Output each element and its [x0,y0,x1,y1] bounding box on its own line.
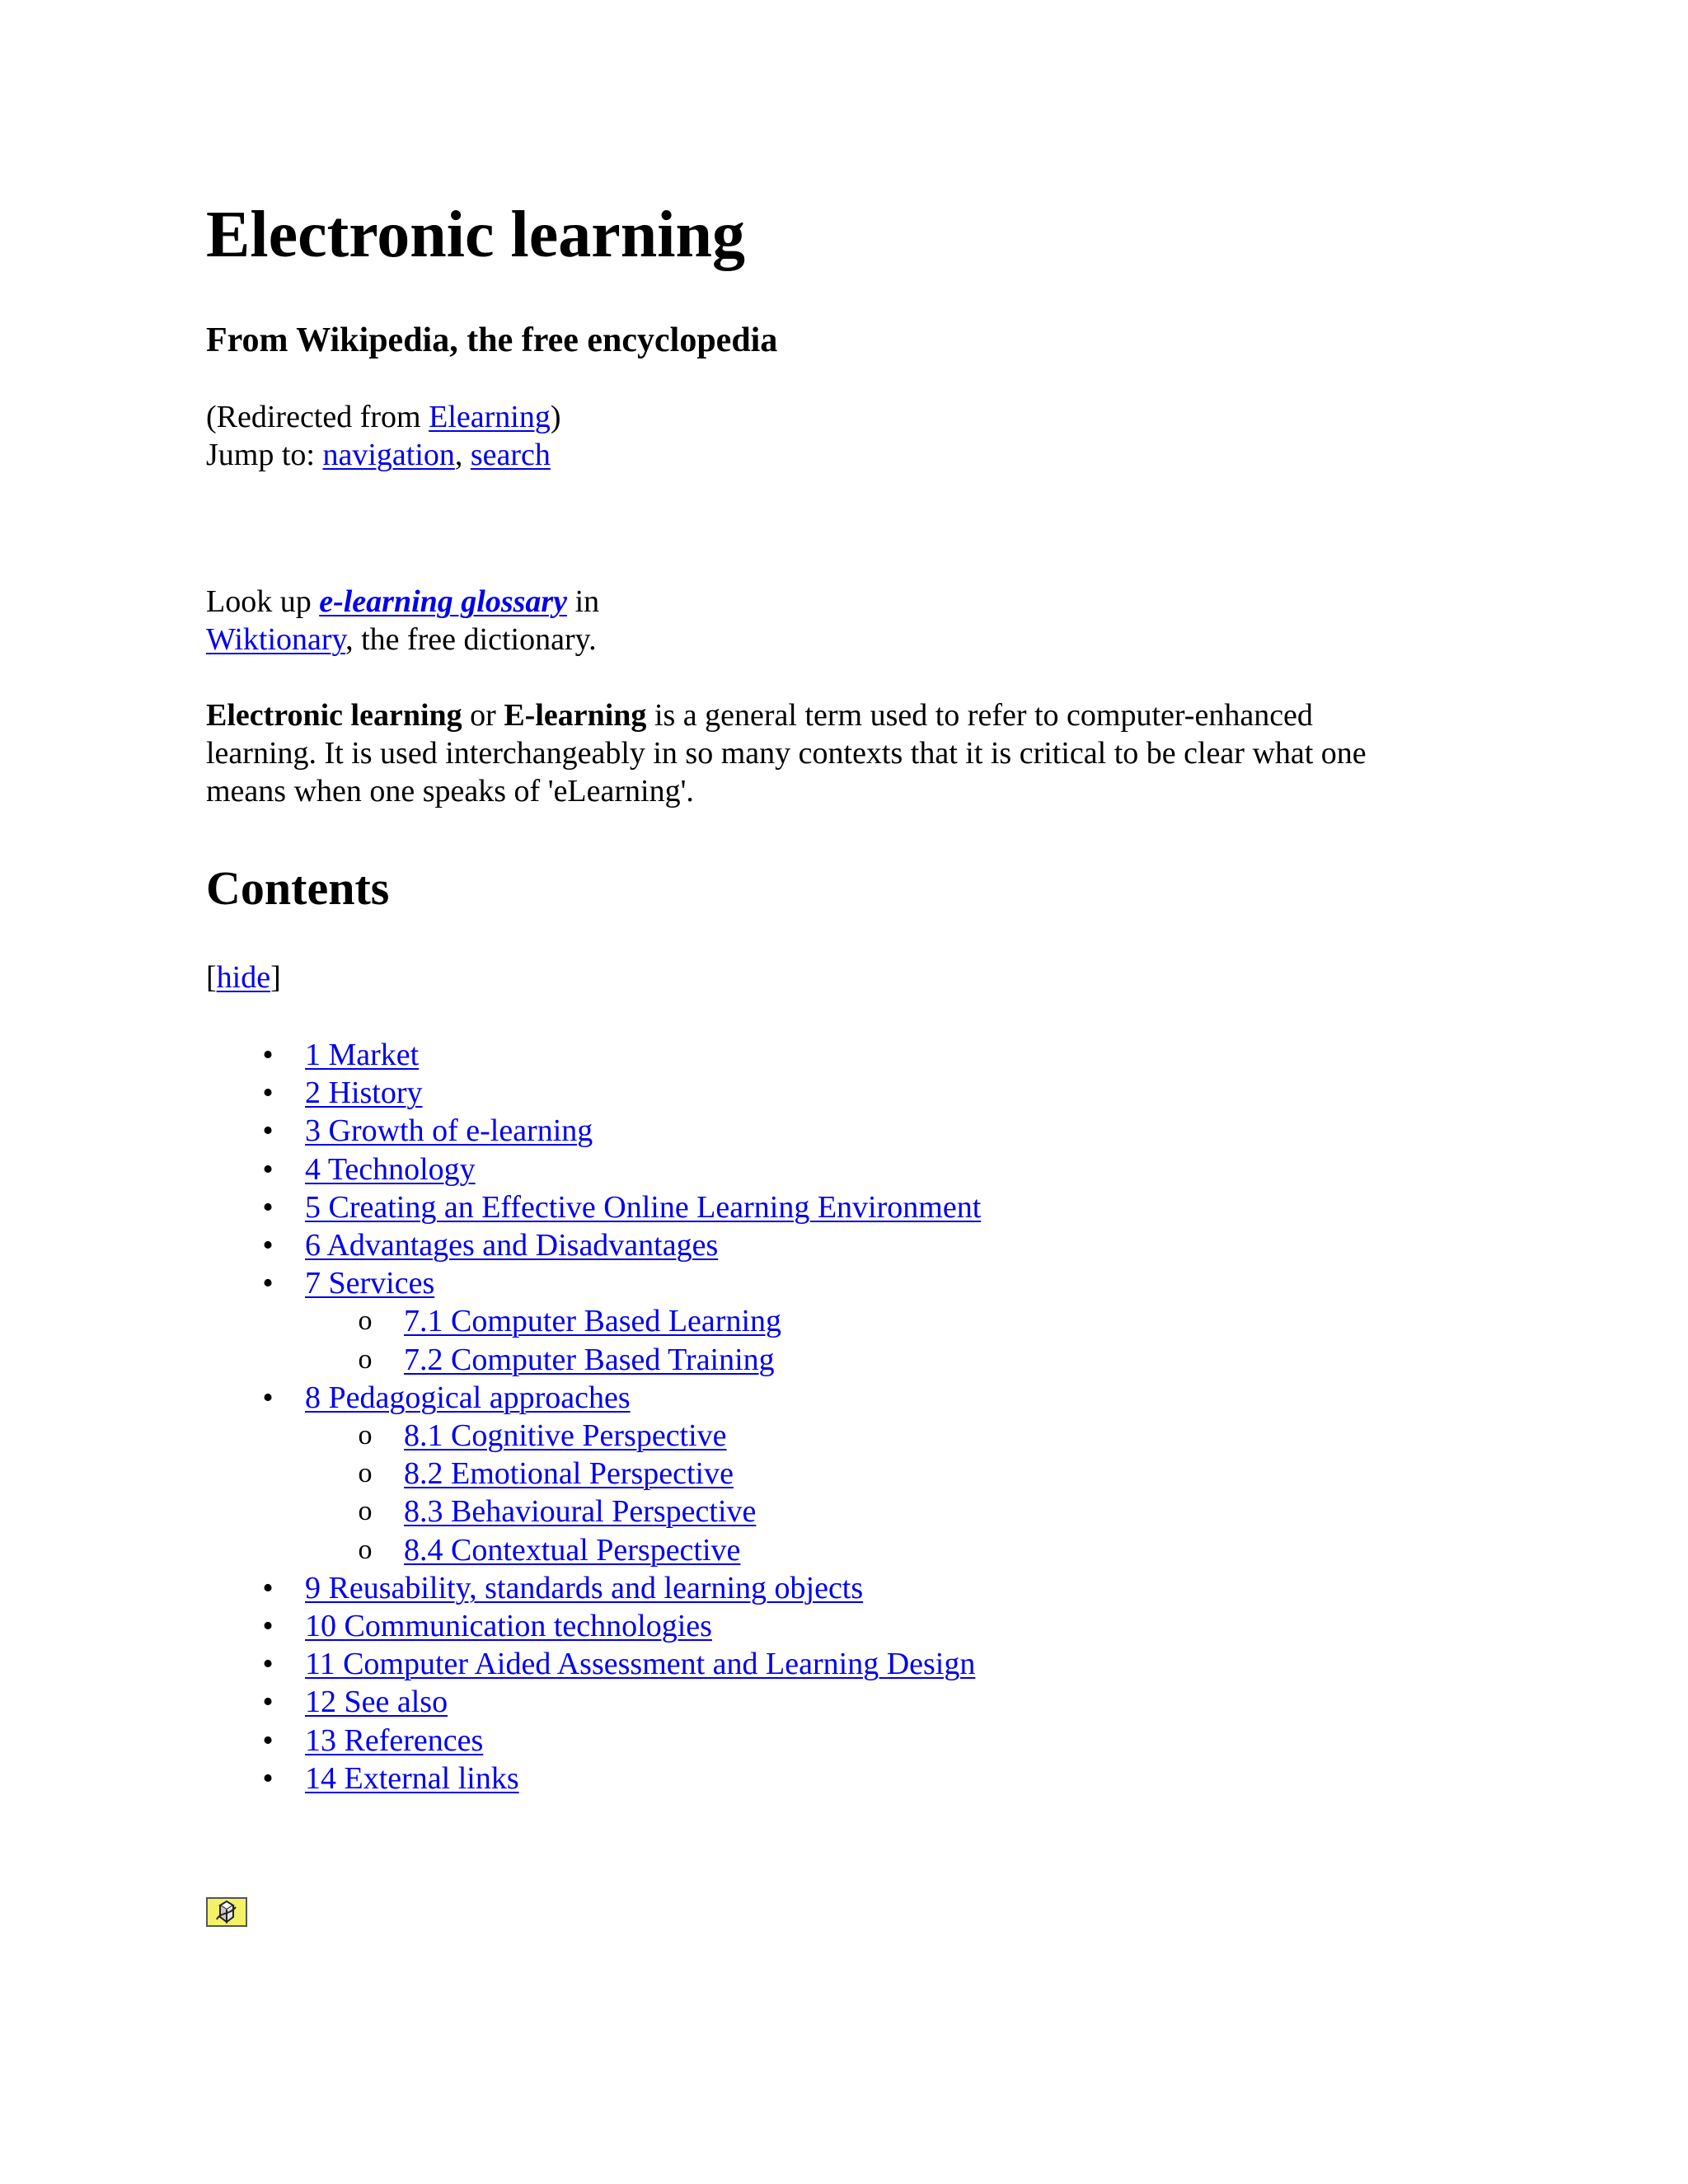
bullet-icon: • [262,1038,274,1072]
bullet-icon: • [262,1113,274,1149]
article-subtitle: From Wikipedia, the free encyclopedia [206,321,778,359]
bullet-icon: • [262,1380,274,1415]
sub-bullet-icon: o [358,1496,373,1527]
article-page [206,194,1492,1797]
jump-to-line [206,436,1492,474]
toc-link-computer-based-training[interactable]: 7.2 Computer Based Training [404,1342,775,1377]
plugin-placeholder-icon[interactable] [206,1897,247,1927]
toc-link-reusability[interactable]: 9 Reusability, standards and learning objects [305,1570,864,1605]
sub-bullet-icon: o [358,1305,373,1337]
toc-item [206,1264,1492,1302]
bullet-icon: • [262,1228,274,1263]
toc-item [206,1645,1492,1683]
sub-bullet-icon: o [358,1343,373,1375]
jump-search-link[interactable]: search [470,438,551,472]
article-title: Electronic learning [206,199,745,271]
bullet-icon: • [262,1570,274,1605]
hide-toc-link[interactable]: hide [216,960,271,995]
toc-link-growth[interactable]: 3 Growth of e-learning [305,1113,593,1149]
toc-subitem [206,1302,1492,1340]
toc-link-see-also[interactable]: 12 See also [305,1685,448,1720]
intro-text-or: or [462,698,504,733]
contents-heading: Contents [206,861,390,915]
jump-prefix: Jump to: [206,438,323,472]
bullet-icon: • [262,1151,274,1187]
intro-term-e-learning: E-learning [504,698,647,733]
toc-item [206,1683,1492,1721]
intro-paragraph [206,696,1393,810]
toc-link-market[interactable]: 1 Market [305,1038,420,1072]
toc-subitem [206,1341,1492,1379]
redirect-notice [206,398,1492,474]
toc-link-emotional-perspective[interactable]: 8.2 Emotional Perspective [404,1456,734,1492]
wiktionary-box [206,583,1492,658]
toggle-close-bracket: ] [270,960,281,995]
wiktionary-term: e-learning glossary [319,584,568,619]
sub-bullet-icon: o [358,1534,373,1565]
redirect-line [206,398,1492,436]
toc-item [206,1569,1492,1607]
bullet-icon: • [262,1647,274,1682]
toc-link-pedagogical-approaches[interactable]: 8 Pedagogical approaches [305,1380,631,1415]
jump-navigation-link[interactable]: navigation [322,438,455,472]
toc-link-computer-based-learning[interactable]: 7.1 Computer Based Learning [404,1304,782,1339]
wiktionary-suffix: , the free dictionary. [345,622,597,657]
toc-link-references[interactable]: 13 References [305,1722,484,1758]
bullet-icon: • [262,1266,274,1301]
toc-item [206,1607,1492,1645]
toc-item [206,1379,1492,1417]
bullet-icon: • [262,1760,274,1796]
intro-term-electronic-learning: Electronic learning [206,698,462,733]
toc-link-contextual-perspective[interactable]: 8.4 Contextual Perspective [404,1532,741,1568]
toc-link-computer-aided-assessment[interactable]: 11 Computer Aided Assessment and Learning Design [305,1647,976,1682]
toc-link-technology[interactable]: 4 Technology [305,1151,476,1187]
toc-subitem [206,1455,1492,1493]
redirect-prefix: (Redirected from [206,400,429,434]
toc-item [206,1112,1492,1150]
toc-link-communication-technologies[interactable]: 10 Communication technologies [305,1609,712,1644]
wiktionary-line-1 [206,583,1492,621]
toc-subitem [206,1493,1492,1530]
bullet-icon: • [262,1685,274,1720]
toc-item [206,1074,1492,1112]
wiktionary-term-link[interactable] [319,584,567,619]
wiktionary-middle: in [567,584,600,619]
jump-separator: , [454,438,471,472]
wiktionary-link[interactable]: Wiktionary [206,622,346,657]
toc-subitem [206,1417,1492,1455]
bullet-icon: • [262,1076,274,1111]
toggle-open-bracket: [ [206,960,217,995]
table-of-contents [206,1036,1492,1797]
toc-link-online-learning-environment[interactable]: 5 Creating an Effective Online Learning Environment [305,1189,982,1225]
wiktionary-line-2 [206,621,1492,658]
toc-link-services[interactable]: 7 Services [305,1266,435,1301]
toc-link-behavioural-perspective[interactable]: 8.3 Behavioural Perspective [404,1494,757,1530]
toc-item [206,1188,1492,1226]
toc-link-external-links[interactable]: 14 External links [305,1760,519,1796]
contents-toggle [206,958,1492,996]
toc-item [206,1036,1492,1074]
elearning-redirect-link[interactable]: Elearning [429,400,551,434]
toc-item [206,1151,1492,1188]
toc-item [206,1722,1492,1760]
sub-bullet-icon: o [358,1458,373,1489]
toc-link-cognitive-perspective[interactable]: 8.1 Cognitive Perspective [404,1418,727,1454]
bullet-icon: • [262,1722,274,1758]
bullet-icon: • [262,1189,274,1225]
toc-item [206,1760,1492,1797]
intro-description: is a general term used to refer to computer-enhanced learning. It is used interchangeably in so many contexts that it is critical to be clear what one means when one speaks of 'eLearning'. [206,698,1367,808]
toc-link-advantages[interactable]: 6 Advantages and Disadvantages [305,1228,719,1263]
redirect-suffix: ) [550,400,561,434]
wiktionary-prefix: Look up [206,584,320,619]
sub-bullet-icon: o [358,1420,373,1451]
toc-subitem [206,1531,1492,1569]
toc-link-history[interactable]: 2 History [305,1076,423,1111]
toc-item [206,1226,1492,1264]
bullet-icon: • [262,1609,274,1644]
